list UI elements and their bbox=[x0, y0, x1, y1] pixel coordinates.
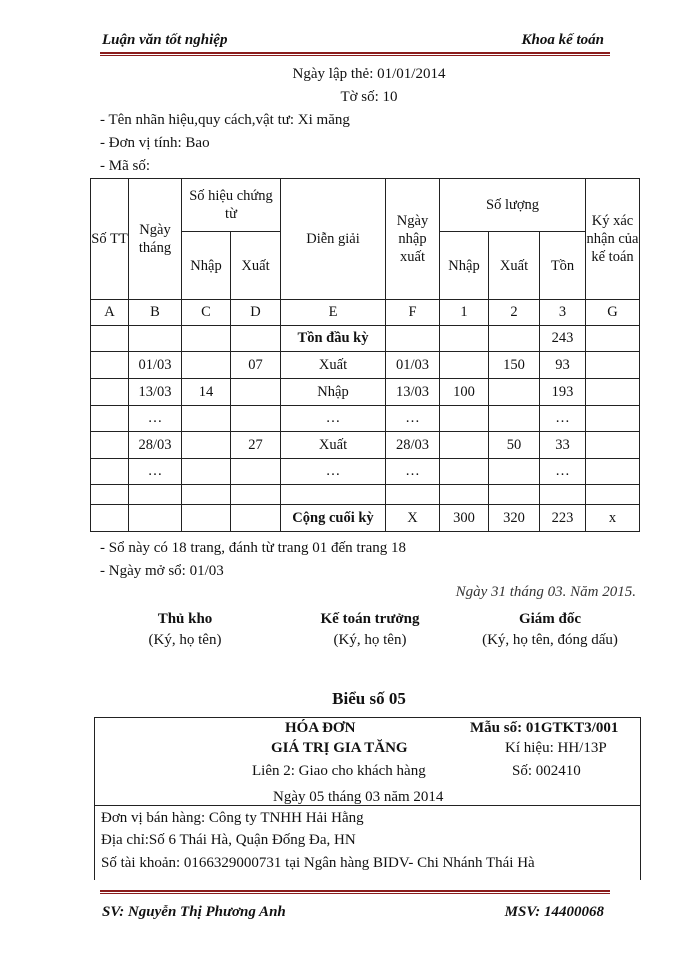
column-code: 2 bbox=[489, 300, 540, 326]
header-faculty: Khoa kế toán bbox=[521, 32, 604, 48]
table-cell bbox=[91, 326, 129, 352]
table-cell: 320 bbox=[489, 505, 540, 532]
table-cell bbox=[182, 326, 231, 352]
card-date: Ngày lập thẻ: 01/01/2014 bbox=[292, 66, 446, 82]
signature-note: (Ký, họ tên) bbox=[148, 632, 222, 648]
footer-student-id: MSV: 14400068 bbox=[504, 904, 604, 920]
signature-storekeeper bbox=[125, 611, 245, 649]
table-cell: 13/03 bbox=[386, 379, 440, 406]
table-cell bbox=[91, 505, 129, 532]
table-cell bbox=[586, 485, 640, 505]
table-cell bbox=[231, 379, 281, 406]
table-cell: Nhập bbox=[281, 379, 386, 406]
table-cell: 243 bbox=[540, 326, 586, 352]
table-cell: x bbox=[586, 505, 640, 532]
col-header-doc-number: Số hiệu chứng từ bbox=[182, 179, 281, 232]
invoice-symbol: Kí hiệu: HH/13P bbox=[505, 740, 607, 756]
table-cell bbox=[489, 326, 540, 352]
table-cell bbox=[440, 432, 489, 459]
table-cell: 33 bbox=[540, 432, 586, 459]
table-row bbox=[91, 485, 640, 505]
table-cell: … bbox=[281, 459, 386, 485]
signature-note: (Ký, họ tên) bbox=[333, 632, 407, 648]
table-cell: Xuất bbox=[281, 352, 386, 379]
table-cell bbox=[231, 485, 281, 505]
table-cell bbox=[489, 406, 540, 432]
table-cell: Cộng cuối kỳ bbox=[281, 505, 386, 532]
signature-title: Kế toán trưởng bbox=[320, 611, 420, 627]
table-cell bbox=[586, 459, 640, 485]
table-cell bbox=[182, 459, 231, 485]
table-cell bbox=[586, 406, 640, 432]
signing-date: Ngày 31 tháng 03. Năm 2015. bbox=[455, 584, 636, 600]
invoice-subtitle: GIÁ TRỊ GIA TĂNG bbox=[271, 740, 408, 756]
invoice-number: Số: 002410 bbox=[512, 763, 581, 779]
table-row bbox=[91, 352, 640, 379]
table-cell: 27 bbox=[231, 432, 281, 459]
table-cell bbox=[586, 352, 640, 379]
vat-invoice bbox=[94, 717, 641, 880]
table-cell bbox=[489, 459, 540, 485]
table-cell bbox=[182, 505, 231, 532]
table-cell: 01/03 bbox=[386, 352, 440, 379]
col-header-accountant-sign: Ký xác nhận của kế toán bbox=[586, 179, 640, 300]
table-cell bbox=[129, 485, 182, 505]
column-code: 3 bbox=[540, 300, 586, 326]
table-cell: … bbox=[386, 406, 440, 432]
invoice-account: Số tài khoản: 0166329000731 tại Ngân hàng BIDV- Chi Nhánh Thái Hà bbox=[101, 855, 535, 871]
table-row bbox=[91, 505, 640, 532]
table-row bbox=[91, 326, 640, 352]
table-cell bbox=[91, 459, 129, 485]
table-cell: 300 bbox=[440, 505, 489, 532]
table-cell: 28/03 bbox=[386, 432, 440, 459]
table-cell bbox=[440, 352, 489, 379]
table-row bbox=[91, 459, 640, 485]
table-cell: 01/03 bbox=[129, 352, 182, 379]
column-code: A bbox=[91, 300, 129, 326]
table-cell: 07 bbox=[231, 352, 281, 379]
table-cell: 193 bbox=[540, 379, 586, 406]
col-header-qty-in: Nhập bbox=[440, 232, 489, 300]
table-cell bbox=[386, 485, 440, 505]
col-header-stt: Số TT bbox=[91, 179, 129, 300]
unit-line: - Đơn vị tính: Bao bbox=[100, 135, 210, 151]
table-cell bbox=[91, 352, 129, 379]
table-cell: … bbox=[281, 406, 386, 432]
table-cell bbox=[182, 485, 231, 505]
table-cell: … bbox=[129, 406, 182, 432]
table-cell bbox=[540, 485, 586, 505]
table-cell: 150 bbox=[489, 352, 540, 379]
column-code: F bbox=[386, 300, 440, 326]
table-cell bbox=[129, 505, 182, 532]
table-cell bbox=[440, 459, 489, 485]
table-cell bbox=[182, 406, 231, 432]
open-date-note: - Ngày mở sổ: 01/03 bbox=[100, 563, 224, 579]
table-row bbox=[91, 432, 640, 459]
table-cell bbox=[586, 379, 640, 406]
signature-chief-accountant bbox=[295, 611, 445, 649]
column-code: C bbox=[182, 300, 231, 326]
signature-note: (Ký, họ tên, đóng dấu) bbox=[482, 632, 618, 648]
column-code-row bbox=[91, 300, 640, 326]
table-cell: 223 bbox=[540, 505, 586, 532]
invoice-title: HÓA ĐƠN bbox=[285, 720, 356, 736]
table-cell bbox=[129, 326, 182, 352]
invoice-seller: Đơn vị bán hàng: Công ty TNHH Hải Hằng bbox=[101, 810, 364, 826]
signature-director bbox=[466, 611, 634, 649]
invoice-date: Ngày 05 tháng 03 năm 2014 bbox=[273, 789, 444, 805]
table-cell: … bbox=[386, 459, 440, 485]
item-name-line: - Tên nhãn hiệu,quy cách,vật tư: Xi măng bbox=[100, 112, 350, 128]
table-cell bbox=[231, 459, 281, 485]
col-header-inout-date: Ngày nhập xuất bbox=[386, 179, 440, 300]
column-code: E bbox=[281, 300, 386, 326]
table-row bbox=[91, 379, 640, 406]
table-cell: Xuất bbox=[281, 432, 386, 459]
form-title: Biểu số 05 bbox=[332, 689, 406, 708]
invoice-form-number: Mẫu số: 01GTKT3/001 bbox=[470, 720, 619, 736]
table-cell bbox=[440, 406, 489, 432]
table-cell bbox=[182, 432, 231, 459]
table-cell bbox=[231, 406, 281, 432]
table-cell bbox=[91, 485, 129, 505]
table-cell bbox=[281, 485, 386, 505]
column-code: 1 bbox=[440, 300, 489, 326]
col-header-description: Diễn giải bbox=[281, 179, 386, 300]
card-sheet-number: Tờ số: 10 bbox=[340, 89, 398, 105]
code-line: - Mã số: bbox=[100, 158, 150, 174]
footer-rule bbox=[100, 890, 610, 894]
table-cell bbox=[91, 379, 129, 406]
footer-student-name: SV: Nguyễn Thị Phương Anh bbox=[102, 904, 286, 920]
table-cell: Tồn đầu kỳ bbox=[281, 326, 386, 352]
col-header-doc-in: Nhập bbox=[182, 232, 231, 300]
table-cell bbox=[489, 379, 540, 406]
table-cell bbox=[182, 352, 231, 379]
table-cell bbox=[489, 485, 540, 505]
table-cell bbox=[91, 432, 129, 459]
table-cell: … bbox=[129, 459, 182, 485]
table-cell bbox=[440, 326, 489, 352]
col-header-qty-balance: Tồn bbox=[540, 232, 586, 300]
table-cell: 93 bbox=[540, 352, 586, 379]
table-cell: 100 bbox=[440, 379, 489, 406]
signature-title: Thủ kho bbox=[157, 611, 213, 627]
invoice-divider bbox=[95, 805, 640, 806]
table-cell: 28/03 bbox=[129, 432, 182, 459]
col-header-date: Ngày tháng bbox=[129, 179, 182, 300]
page-footer bbox=[100, 902, 610, 922]
table-cell bbox=[440, 485, 489, 505]
column-code: B bbox=[129, 300, 182, 326]
pages-note: - Sổ này có 18 trang, đánh từ trang 01 đến trang 18 bbox=[100, 540, 406, 556]
invoice-address: Địa chỉ:Số 6 Thái Hà, Quận Đống Đa, HN bbox=[101, 832, 356, 848]
table-cell bbox=[231, 505, 281, 532]
inventory-card-table bbox=[90, 178, 640, 532]
table-cell: 50 bbox=[489, 432, 540, 459]
invoice-copy: Liên 2: Giao cho khách hàng bbox=[252, 763, 426, 779]
table-cell: … bbox=[540, 406, 586, 432]
table-cell: 14 bbox=[182, 379, 231, 406]
table-cell bbox=[386, 326, 440, 352]
col-header-qty-out: Xuất bbox=[489, 232, 540, 300]
column-code: D bbox=[231, 300, 281, 326]
table-row bbox=[91, 406, 640, 432]
column-code: G bbox=[586, 300, 640, 326]
table-cell: X bbox=[386, 505, 440, 532]
header-thesis-title: Luận văn tốt nghiệp bbox=[102, 32, 228, 48]
signature-title: Giám đốc bbox=[518, 611, 582, 627]
table-cell: 13/03 bbox=[129, 379, 182, 406]
table-cell bbox=[586, 326, 640, 352]
header-rule bbox=[100, 52, 610, 56]
table-cell bbox=[586, 432, 640, 459]
page-header bbox=[100, 30, 610, 50]
col-header-doc-out: Xuất bbox=[231, 232, 281, 300]
col-header-quantity: Số lượng bbox=[440, 179, 586, 232]
table-cell bbox=[231, 326, 281, 352]
table-cell: … bbox=[540, 459, 586, 485]
table-cell bbox=[91, 406, 129, 432]
